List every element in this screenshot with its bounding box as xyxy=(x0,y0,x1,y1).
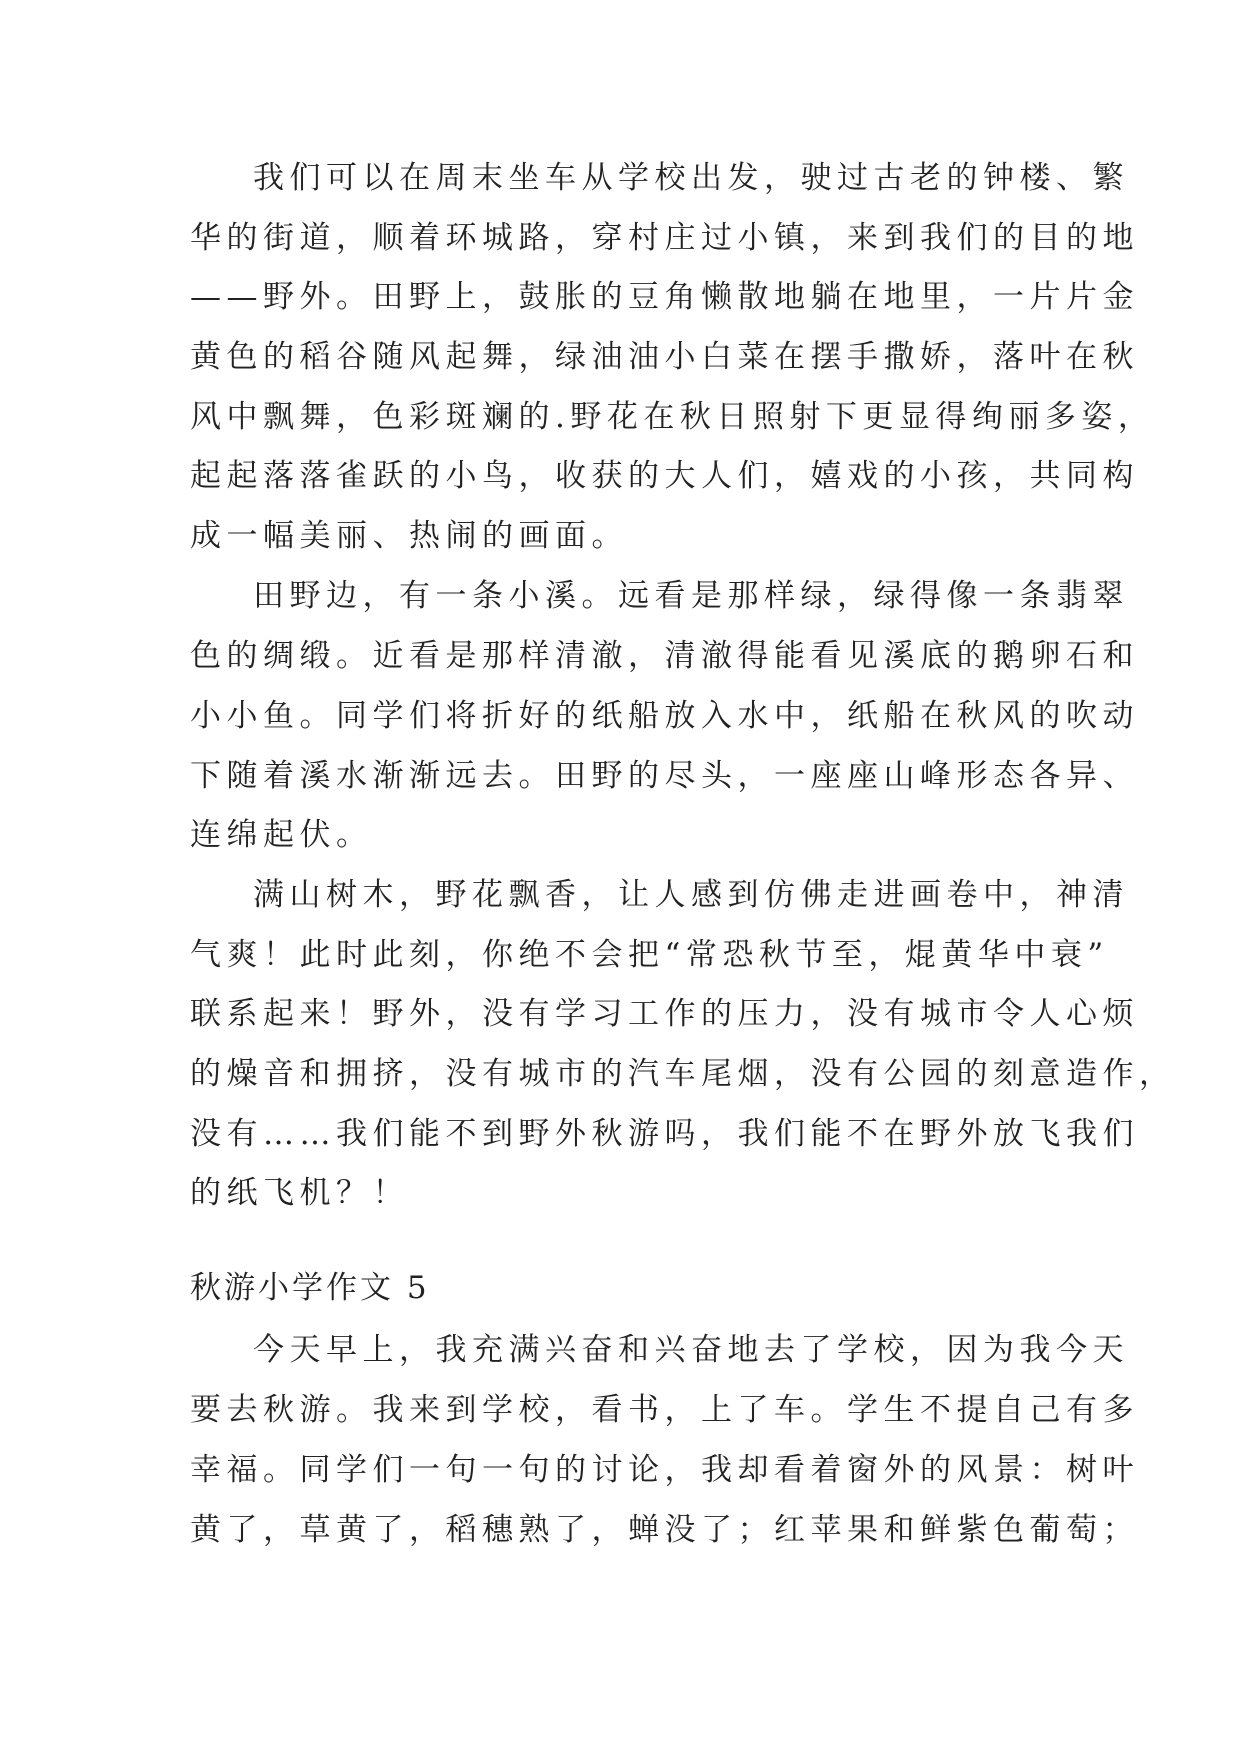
paragraph-1-line-5: 风中飘舞，色彩斑斓的.野花在秋日照射下更显得绚丽多姿， xyxy=(190,399,1155,435)
paragraph-2-line-4: 下随着溪水渐渐远去。田野的尽头，一座座山峰形态各异、 xyxy=(190,758,1139,794)
paragraph-1-line-3: ——野外。田野上，鼓胀的豆角懒散地躺在地里，一片片金 xyxy=(190,279,1139,315)
paragraph-3-line-2: 气爽！此时此刻，你绝不会把“常恐秋节至，焜黄华中衰” xyxy=(190,937,1109,973)
paragraph-3-line-1: 满山树木，野花飘香，让人感到仿佛走进画卷中，神清 xyxy=(253,877,1129,913)
paragraph-1-line-1: 我们可以在周末坐车从学校出发，驶过古老的钟楼、繁 xyxy=(253,160,1129,196)
section-heading: 秋游小学作文 5 xyxy=(190,1270,430,1306)
paragraph-3-line-4: 的燥音和拥挤，没有城市的汽车尾烟，没有公园的刻意造作， xyxy=(190,1056,1176,1092)
paragraph-1-line-7: 成一幅美丽、热闹的画面。 xyxy=(190,518,628,554)
section-paragraph-line-4: 黄了，草黄了，稻穗熟了，蝉没了；红苹果和鲜紫色葡萄； xyxy=(190,1512,1139,1548)
section-paragraph-line-2: 要去秋游。我来到学校，看书，上了车。学生不提自己有多 xyxy=(190,1392,1139,1428)
paragraph-1-line-6: 起起落落雀跃的小鸟，收获的大人们，嬉戏的小孩，共同构 xyxy=(190,458,1139,494)
paragraph-1-line-2: 华的街道，顺着环城路，穿村庄过小镇，来到我们的目的地 xyxy=(190,220,1139,256)
paragraph-3-line-6: 的纸飞机？！ xyxy=(190,1175,409,1211)
paragraph-2-line-2: 色的绸缎。近看是那样清澈，清澈得能看见溪底的鹅卵石和 xyxy=(190,638,1139,674)
paragraph-2-line-3: 小小鱼。同学们将折好的纸船放入水中，纸船在秋风的吹动 xyxy=(190,698,1139,734)
paragraph-3-line-5: 没有……我们能不到野外秋游吗，我们能不在野外放飞我们 xyxy=(190,1116,1139,1152)
paragraph-1-line-4: 黄色的稻谷随风起舞，绿油油小白菜在摆手撒娇，落叶在秋 xyxy=(190,339,1139,375)
section-paragraph-line-1: 今天早上，我充满兴奋和兴奋地去了学校，因为我今天 xyxy=(253,1332,1129,1368)
paragraph-2-line-5: 连绵起伏。 xyxy=(190,817,373,853)
section-paragraph-line-3: 幸福。同学们一句一句的讨论，我却看着窗外的风景：树叶 xyxy=(190,1452,1139,1488)
paragraph-3-line-3: 联系起来！野外，没有学习工作的压力，没有城市令人心烦 xyxy=(190,996,1139,1032)
paragraph-2-line-1: 田野边，有一条小溪。远看是那样绿，绿得像一条翡翠 xyxy=(253,578,1129,614)
